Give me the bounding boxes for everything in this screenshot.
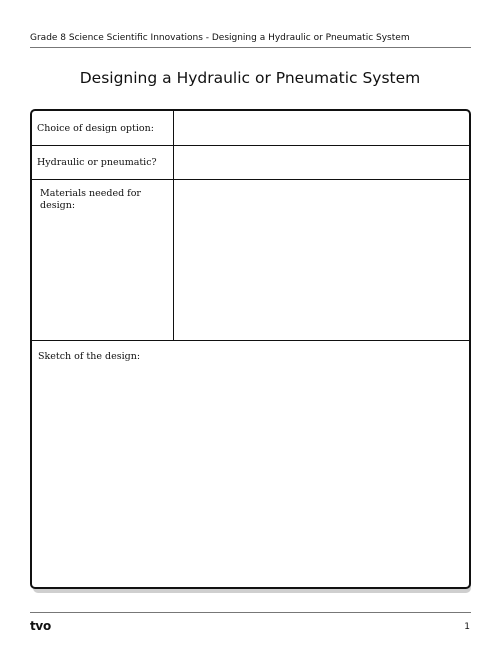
sketch-label: Sketch of the design:	[38, 351, 141, 362]
running-header: Grade 8 Science Scientific Innovations - Designing a Hydraulic or Pneumatic System	[30, 33, 410, 43]
design-form	[30, 109, 471, 589]
page-number: 1	[464, 622, 470, 632]
footer-divider	[30, 612, 471, 613]
tvo-logo: tvo	[30, 619, 51, 633]
page-title: Designing a Hydraulic or Pneumatic System	[79, 69, 421, 87]
design-option-label-text: Choice of design option:	[37, 123, 154, 134]
materials-label-line1: Materials needed for	[40, 188, 141, 199]
system-type-label	[32, 146, 174, 179]
materials-label	[32, 180, 174, 340]
form-row-design-option	[32, 111, 469, 146]
system-type-field[interactable]	[175, 146, 469, 179]
design-option-label	[32, 111, 174, 145]
form-row-sketch[interactable]	[32, 341, 469, 587]
system-type-label-text: Hydraulic or pneumatic?	[37, 157, 157, 168]
materials-label-line2: design:	[40, 200, 76, 211]
materials-field[interactable]	[175, 180, 469, 340]
form-row-system-type	[32, 146, 469, 180]
design-option-field[interactable]	[175, 111, 469, 145]
header-divider	[30, 47, 471, 48]
form-row-materials	[32, 180, 469, 341]
